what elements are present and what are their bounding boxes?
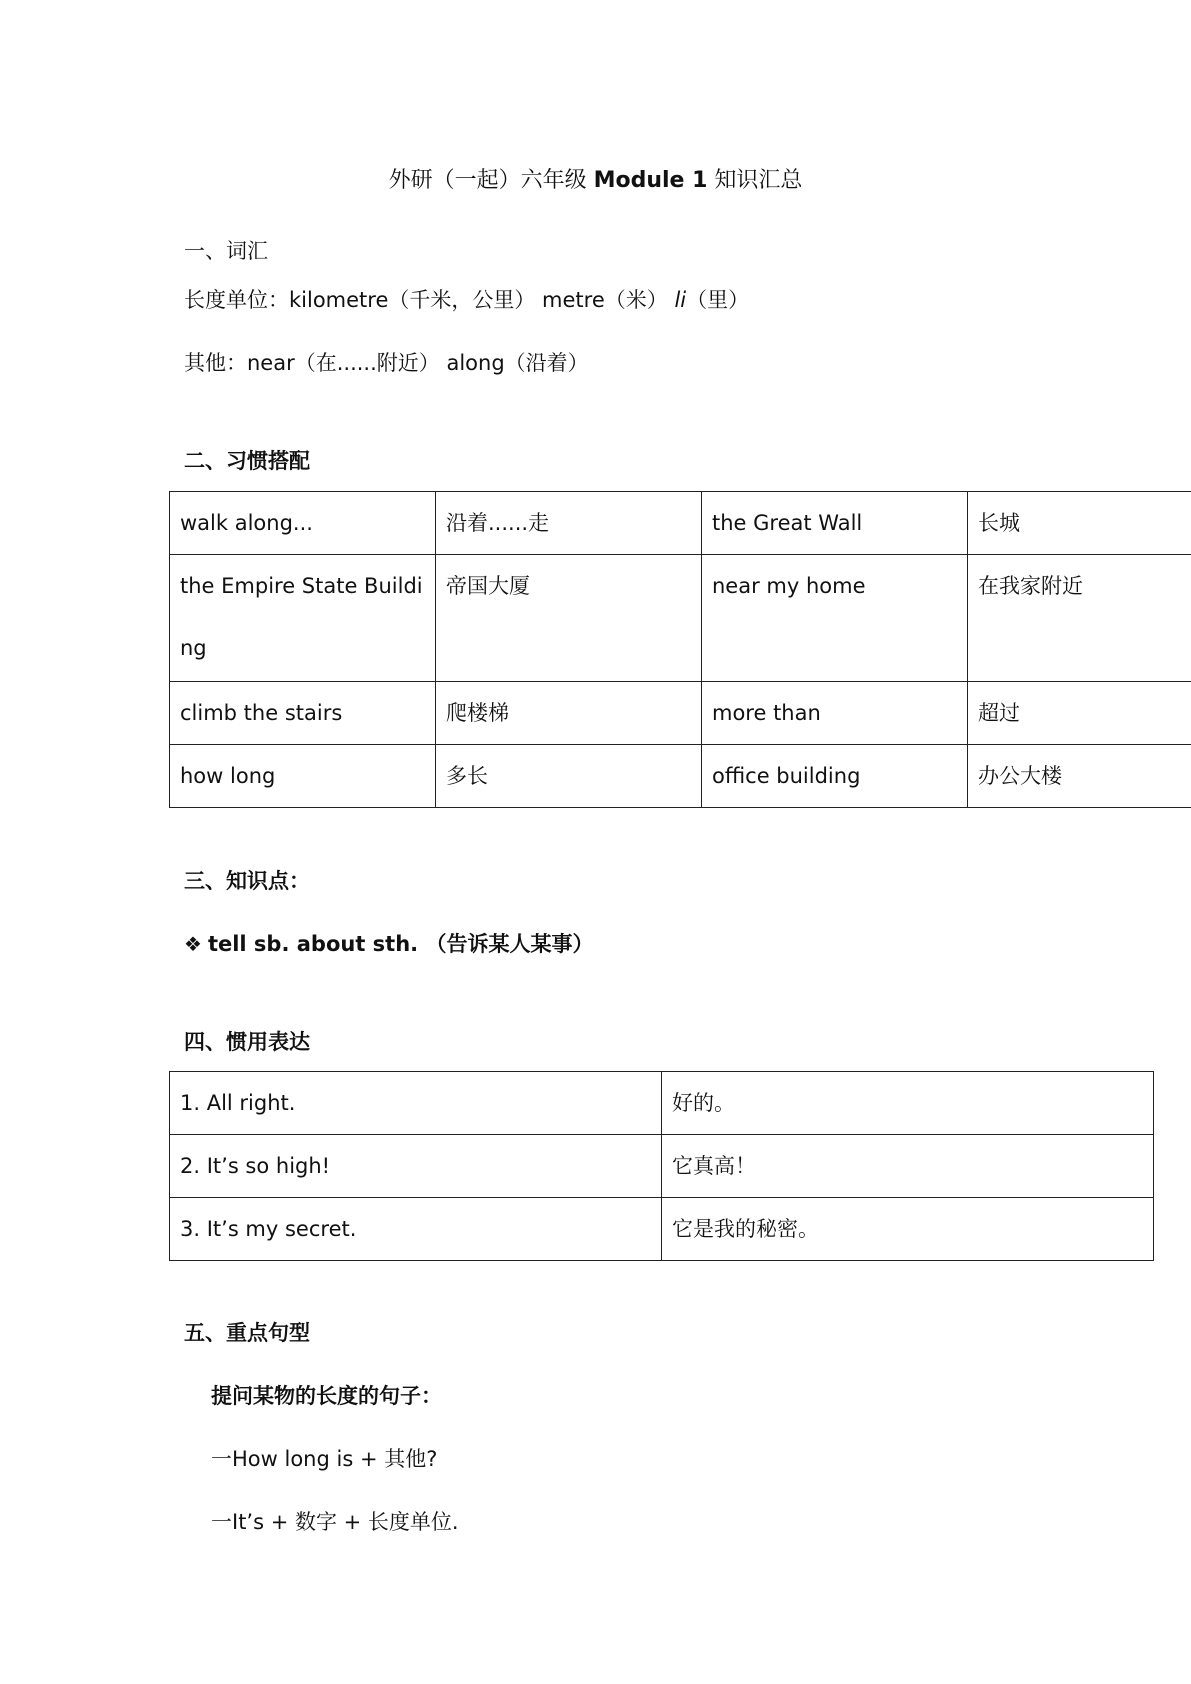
title-prefix: 外研（一起）六年级 <box>388 168 594 193</box>
table-row <box>170 492 1191 555</box>
table-cell: 超过 <box>968 682 1191 745</box>
sentence-pattern-answer: 一It’s + 数字 + 长度单位. <box>211 1510 459 1534</box>
table-cell: 1. All right. <box>170 1072 662 1135</box>
section1-heading: 一、词汇 <box>184 239 268 263</box>
table-cell: 它真高！ <box>662 1135 1154 1198</box>
vocab-li: li <box>674 288 687 312</box>
knowledge-point-text: tell sb. about sth. （告诉某人某事） <box>207 932 594 956</box>
table-cell: near my home <box>702 555 968 682</box>
table-row <box>170 1135 1154 1198</box>
table-cell: the Great Wall <box>702 492 968 555</box>
title-module: Module 1 <box>593 168 708 193</box>
title-suffix: 知识汇总 <box>707 168 803 193</box>
table-cell: 在我家附近 <box>968 555 1191 682</box>
collocations-table <box>169 491 1191 808</box>
section5-heading: 五、重点句型 <box>184 1321 310 1345</box>
expressions-table <box>169 1071 1154 1261</box>
table-row <box>170 1198 1154 1261</box>
knowledge-point <box>184 929 593 959</box>
diamond-bullet-icon: ❖ <box>184 932 202 956</box>
table-cell: 它是我的秘密。 <box>662 1198 1154 1261</box>
table-cell: 多长 <box>436 745 702 808</box>
table-cell: more than <box>702 682 968 745</box>
table-row <box>170 1072 1154 1135</box>
table-cell: 3. It’s my secret. <box>170 1198 662 1261</box>
table-cell: 长城 <box>968 492 1191 555</box>
table-cell: climb the stairs <box>170 682 436 745</box>
table-cell: 好的。 <box>662 1072 1154 1135</box>
table-cell: 爬楼梯 <box>436 682 702 745</box>
table-cell: 2. It’s so high! <box>170 1135 662 1198</box>
vocab-length-units <box>184 285 749 315</box>
vocab-length-units-prefix: 长度单位：kilometre（千米，公里） metre（米） <box>184 288 675 312</box>
table-cell: the Empire State Building <box>170 555 436 682</box>
section5-subheading: 提问某物的长度的句子： <box>211 1384 442 1408</box>
vocab-length-units-suffix: （里） <box>686 288 750 312</box>
table-cell: walk along... <box>170 492 436 555</box>
section3-heading: 三、知识点： <box>184 869 310 893</box>
table-row <box>170 555 1191 682</box>
sentence-pattern-question: 一How long is + 其他? <box>211 1447 438 1471</box>
vocab-others: 其他：near（在......附近） along（沿着） <box>184 351 589 375</box>
document-title <box>0 166 1191 196</box>
section4-heading: 四、惯用表达 <box>184 1030 310 1054</box>
table-cell: 沿着......走 <box>436 492 702 555</box>
table-cell: how long <box>170 745 436 808</box>
table-row <box>170 745 1191 808</box>
section2-heading: 二、习惯搭配 <box>184 449 310 473</box>
table-cell: 帝国大厦 <box>436 555 702 682</box>
table-cell: office building <box>702 745 968 808</box>
table-cell: 办公大楼 <box>968 745 1191 808</box>
table-row <box>170 682 1191 745</box>
